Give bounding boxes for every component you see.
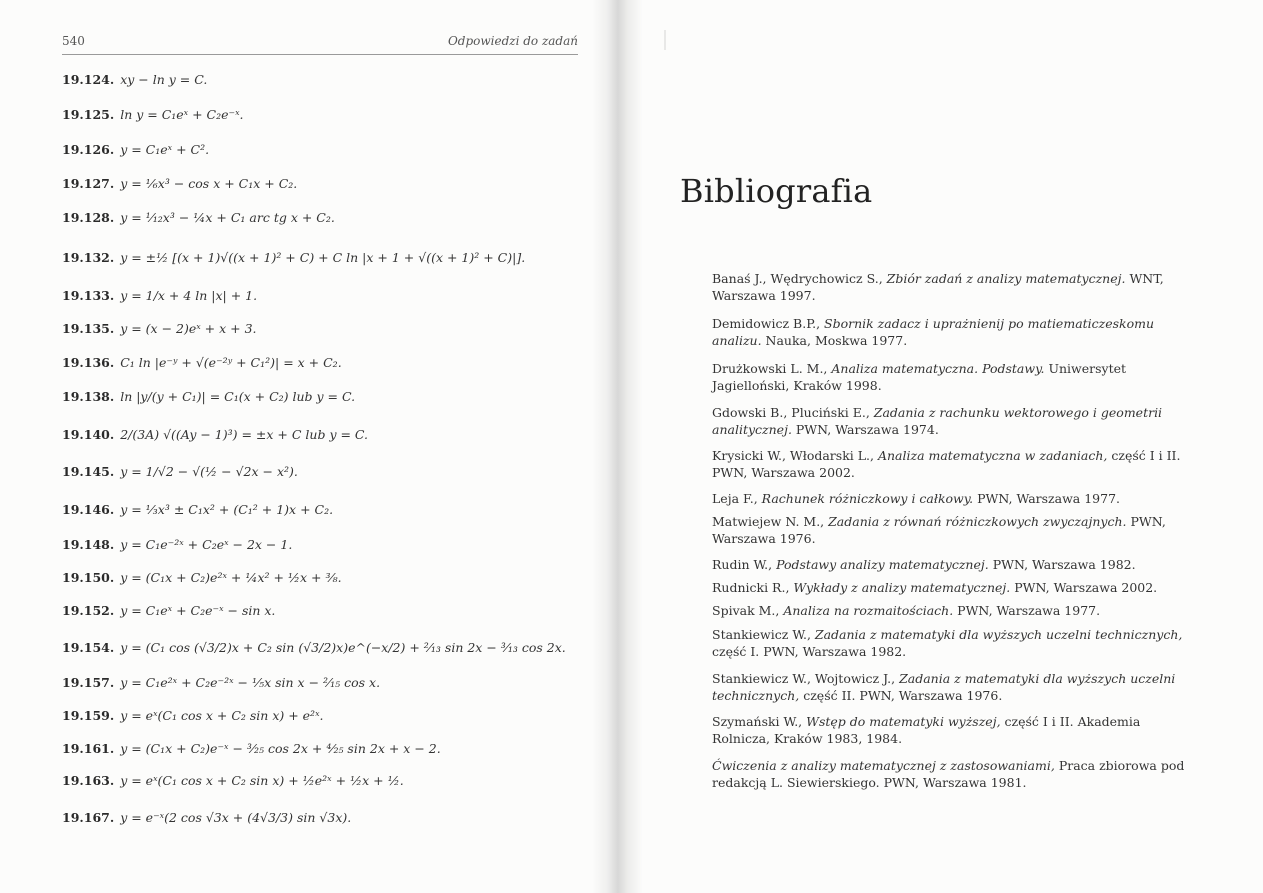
entry-publisher: Uniwersytet Jagielloński, Kraków 1998. <box>712 361 1127 393</box>
bibliography-entry <box>712 447 1200 481</box>
answer-expression: y = ⅓x³ ± C₁x² + (C₁² + 1)x + C₂. <box>120 502 334 517</box>
answer-expression: ln y = C₁eˣ + C₂e⁻ˣ. <box>120 107 244 122</box>
answer-number: 19.146. <box>62 502 115 517</box>
running-head <box>62 34 578 55</box>
answer-number: 19.140. <box>62 427 115 442</box>
answer-item <box>62 464 298 479</box>
entry-publisher: część I i II. Akademia Rolnicza, Kraków 1983, 1984. <box>712 714 1141 746</box>
answer-number: 19.132. <box>62 250 115 265</box>
bibliography-entry <box>712 626 1200 660</box>
answer-expression: y = eˣ(C₁ cos x + C₂ sin x) + e²ˣ. <box>120 708 324 723</box>
answer-expression: y = (C₁ cos (√3/2)x + C₂ sin (√3/2)x)e^(−x/2) + ²⁄₁₃ sin 2x − ³⁄₁₃ cos 2x. <box>120 640 566 655</box>
bibliography-entry <box>712 556 1200 573</box>
entry-author: Banaś J., Wędrychowicz S., <box>712 271 887 286</box>
answer-expression: y = C₁e⁻²ˣ + C₂eˣ − 2x − 1. <box>120 537 293 552</box>
book-gutter-shadow <box>592 0 642 893</box>
entry-title: Zadania z rachunku wektorowego i geometrii analitycznej. <box>712 405 1163 437</box>
answer-item <box>62 773 404 788</box>
answer-item <box>62 288 257 303</box>
answer-item <box>62 142 209 157</box>
answer-number: 19.125. <box>62 107 115 122</box>
answer-expression: y = ⅙x³ − cos x + C₁x + C₂. <box>120 176 298 191</box>
answer-expression: 2/(3A) √((Ay − 1)³) = ±x + C lub y = C. <box>120 427 369 442</box>
answer-expression: y = C₁eˣ + C₂e⁻ˣ − sin x. <box>120 603 276 618</box>
bibliography-entry <box>712 713 1200 747</box>
answer-item <box>62 603 275 618</box>
entry-publisher: Praca zbiorowa pod redakcją L. Siewierskiego. PWN, Warszawa 1981. <box>712 758 1185 790</box>
answer-expression: ln |y/(y + C₁)| = C₁(x + C₂) lub y = C. <box>120 389 356 404</box>
answer-number: 19.167. <box>62 810 115 825</box>
answer-number: 19.128. <box>62 210 115 225</box>
entry-title: Podstawy analizy matematycznej. <box>776 557 989 572</box>
bibliography-entry <box>712 602 1200 619</box>
entry-title: Wykłady z analizy matematycznej. <box>793 580 1011 595</box>
bibliography-entry <box>712 490 1200 507</box>
running-title: Odpowiedzi do zadań <box>447 34 578 48</box>
answer-expression: y = 1/x + 4 ln |x| + 1. <box>120 288 258 303</box>
entry-title: Zadania z matematyki dla wyższych uczelni technicznych, <box>814 627 1183 642</box>
answer-expression: y = C₁eˣ + C². <box>120 142 210 157</box>
entry-publisher: część II. PWN, Warszawa 1976. <box>799 688 1003 703</box>
answer-item <box>62 570 342 585</box>
bibliography-title: Bibliografia <box>680 172 873 210</box>
entry-author: Matwiejew N. M., <box>712 514 829 529</box>
entry-title: Zadania z równań różniczkowych zwyczajnych. <box>828 514 1127 529</box>
answer-expression: C₁ ln |e⁻ʸ + √(e⁻²ʸ + C₁²)| = x + C₂. <box>120 355 342 370</box>
entry-author: Rudin W., <box>712 557 777 572</box>
entry-title: Analiza matematyczna. Podstawy. <box>831 361 1045 376</box>
entry-title: Analiza na rozmaitościach. <box>783 603 954 618</box>
answer-number: 19.157. <box>62 675 115 690</box>
answer-number: 19.161. <box>62 741 115 756</box>
answer-expression: y = eˣ(C₁ cos x + C₂ sin x) + ½e²ˣ + ½x + ½. <box>120 773 404 788</box>
answer-number: 19.138. <box>62 389 115 404</box>
entry-publisher: PWN, Warszawa 1977. <box>953 603 1101 618</box>
bibliography-entry <box>712 315 1200 349</box>
entry-title: Analiza matematyczna w zadaniach, <box>877 448 1108 463</box>
entry-author: Szymański W., <box>712 714 807 729</box>
answer-item <box>62 427 368 442</box>
entry-publisher: PWN, Warszawa 1976. <box>712 514 1166 546</box>
answer-item <box>62 741 441 756</box>
answer-number: 19.127. <box>62 176 115 191</box>
entry-author: Gdowski B., Pluciński E., <box>712 405 874 420</box>
entry-publisher: PWN, Warszawa 1977. <box>973 491 1120 506</box>
answer-item <box>62 640 566 655</box>
entry-title: Zbiór zadań z analizy matematycznej. <box>886 271 1126 286</box>
answer-expression: y = e⁻ˣ(2 cos √3x + (4√3/3) sin √3x). <box>120 810 352 825</box>
answer-expression: y = ±½ [(x + 1)√((x + 1)² + C) + C ln |x + 1 + √((x + 1)² + C)|]. <box>120 250 526 265</box>
entry-author: Stankiewicz W., Wojtowicz J., <box>712 671 900 686</box>
answer-item <box>62 321 257 336</box>
page-number: 540 <box>62 34 85 48</box>
entry-title: Sbornik zadacz i uprażnienij po matiematiczeskomu analizu. <box>712 316 1155 348</box>
answer-number: 19.163. <box>62 773 115 788</box>
entry-author: Krysicki W., Włodarski L., <box>712 448 878 463</box>
answer-item <box>62 537 292 552</box>
answer-number: 19.148. <box>62 537 115 552</box>
entry-author: Stankiewicz W., <box>712 627 815 642</box>
entry-publisher: część I i II. PWN, Warszawa 2002. <box>712 448 1181 480</box>
answer-expression: y = (C₁x + C₂)e²ˣ + ¼x² + ½x + ⅜. <box>120 570 342 585</box>
answer-number: 19.133. <box>62 288 115 303</box>
entry-title: Wstęp do matematyki wyższej, <box>806 714 1001 729</box>
answer-number: 19.145. <box>62 464 115 479</box>
entry-author: Rudnicki R., <box>712 580 794 595</box>
entry-publisher: PWN, Warszawa 2002. <box>1010 580 1158 595</box>
answer-item <box>62 675 380 690</box>
answer-number: 19.150. <box>62 570 115 585</box>
entry-publisher: PWN, Warszawa 1982. <box>988 557 1136 572</box>
answer-number: 19.135. <box>62 321 115 336</box>
entry-publisher: Nauka, Moskwa 1977. <box>761 333 908 348</box>
answer-item <box>62 502 333 517</box>
bibliography-entry <box>712 270 1200 304</box>
answer-number: 19.152. <box>62 603 115 618</box>
answer-number: 19.154. <box>62 640 115 655</box>
answer-item <box>62 810 351 825</box>
entry-title: Rachunek różniczkowy i całkowy. <box>761 491 974 506</box>
entry-author: Demidowicz B.P., <box>712 316 825 331</box>
bibliography-entry <box>712 757 1200 791</box>
answer-item <box>62 72 207 87</box>
answer-expression: y = (x − 2)eˣ + x + 3. <box>120 321 257 336</box>
answer-item <box>62 355 342 370</box>
answer-expression: xy − ln y = C. <box>120 72 208 87</box>
bibliography-entry <box>712 404 1200 438</box>
answer-expression: y = (C₁x + C₂)e⁻ˣ − ³⁄₂₅ cos 2x + ⁴⁄₂₅ sin 2x + x − 2. <box>120 741 441 756</box>
answer-expression: y = ¹⁄₁₂x³ − ¼x + C₁ arc tg x + C₂. <box>120 210 335 225</box>
right-page <box>642 0 1263 893</box>
answer-item <box>62 176 297 191</box>
left-page <box>0 0 612 893</box>
entry-author: Leja F., <box>712 491 762 506</box>
answer-item <box>62 107 244 122</box>
bibliography-entry <box>712 670 1200 704</box>
answer-number: 19.136. <box>62 355 115 370</box>
entry-title: Ćwiczenia z analizy matematycznej z zastosowaniami, <box>712 758 1055 773</box>
answer-item <box>62 389 355 404</box>
bibliography-entry <box>712 360 1200 394</box>
entry-title: Zadania z matematyki dla wyższych uczelni technicznych, <box>712 671 1176 703</box>
entry-publisher: część I. PWN, Warszawa 1982. <box>712 644 907 659</box>
answer-item <box>62 210 335 225</box>
answer-item <box>62 708 323 723</box>
bibliography-entry <box>712 579 1200 596</box>
entry-author: Drużkowski L. M., <box>712 361 832 376</box>
answer-item <box>62 250 525 265</box>
bibliography-entry <box>712 513 1200 547</box>
answer-number: 19.124. <box>62 72 115 87</box>
answer-expression: y = 1/√2 − √(½ − √2x − x²). <box>120 464 298 479</box>
answer-expression: y = C₁e²ˣ + C₂e⁻²ˣ − ⅕x sin x − ²⁄₁₅ cos x. <box>120 675 381 690</box>
answer-number: 19.159. <box>62 708 115 723</box>
entry-author: Spivak M., <box>712 603 784 618</box>
entry-publisher: PWN, Warszawa 1974. <box>791 422 939 437</box>
answer-number: 19.126. <box>62 142 115 157</box>
entry-publisher: WNT, Warszawa 1997. <box>712 271 1164 303</box>
scan-mark <box>664 30 666 50</box>
